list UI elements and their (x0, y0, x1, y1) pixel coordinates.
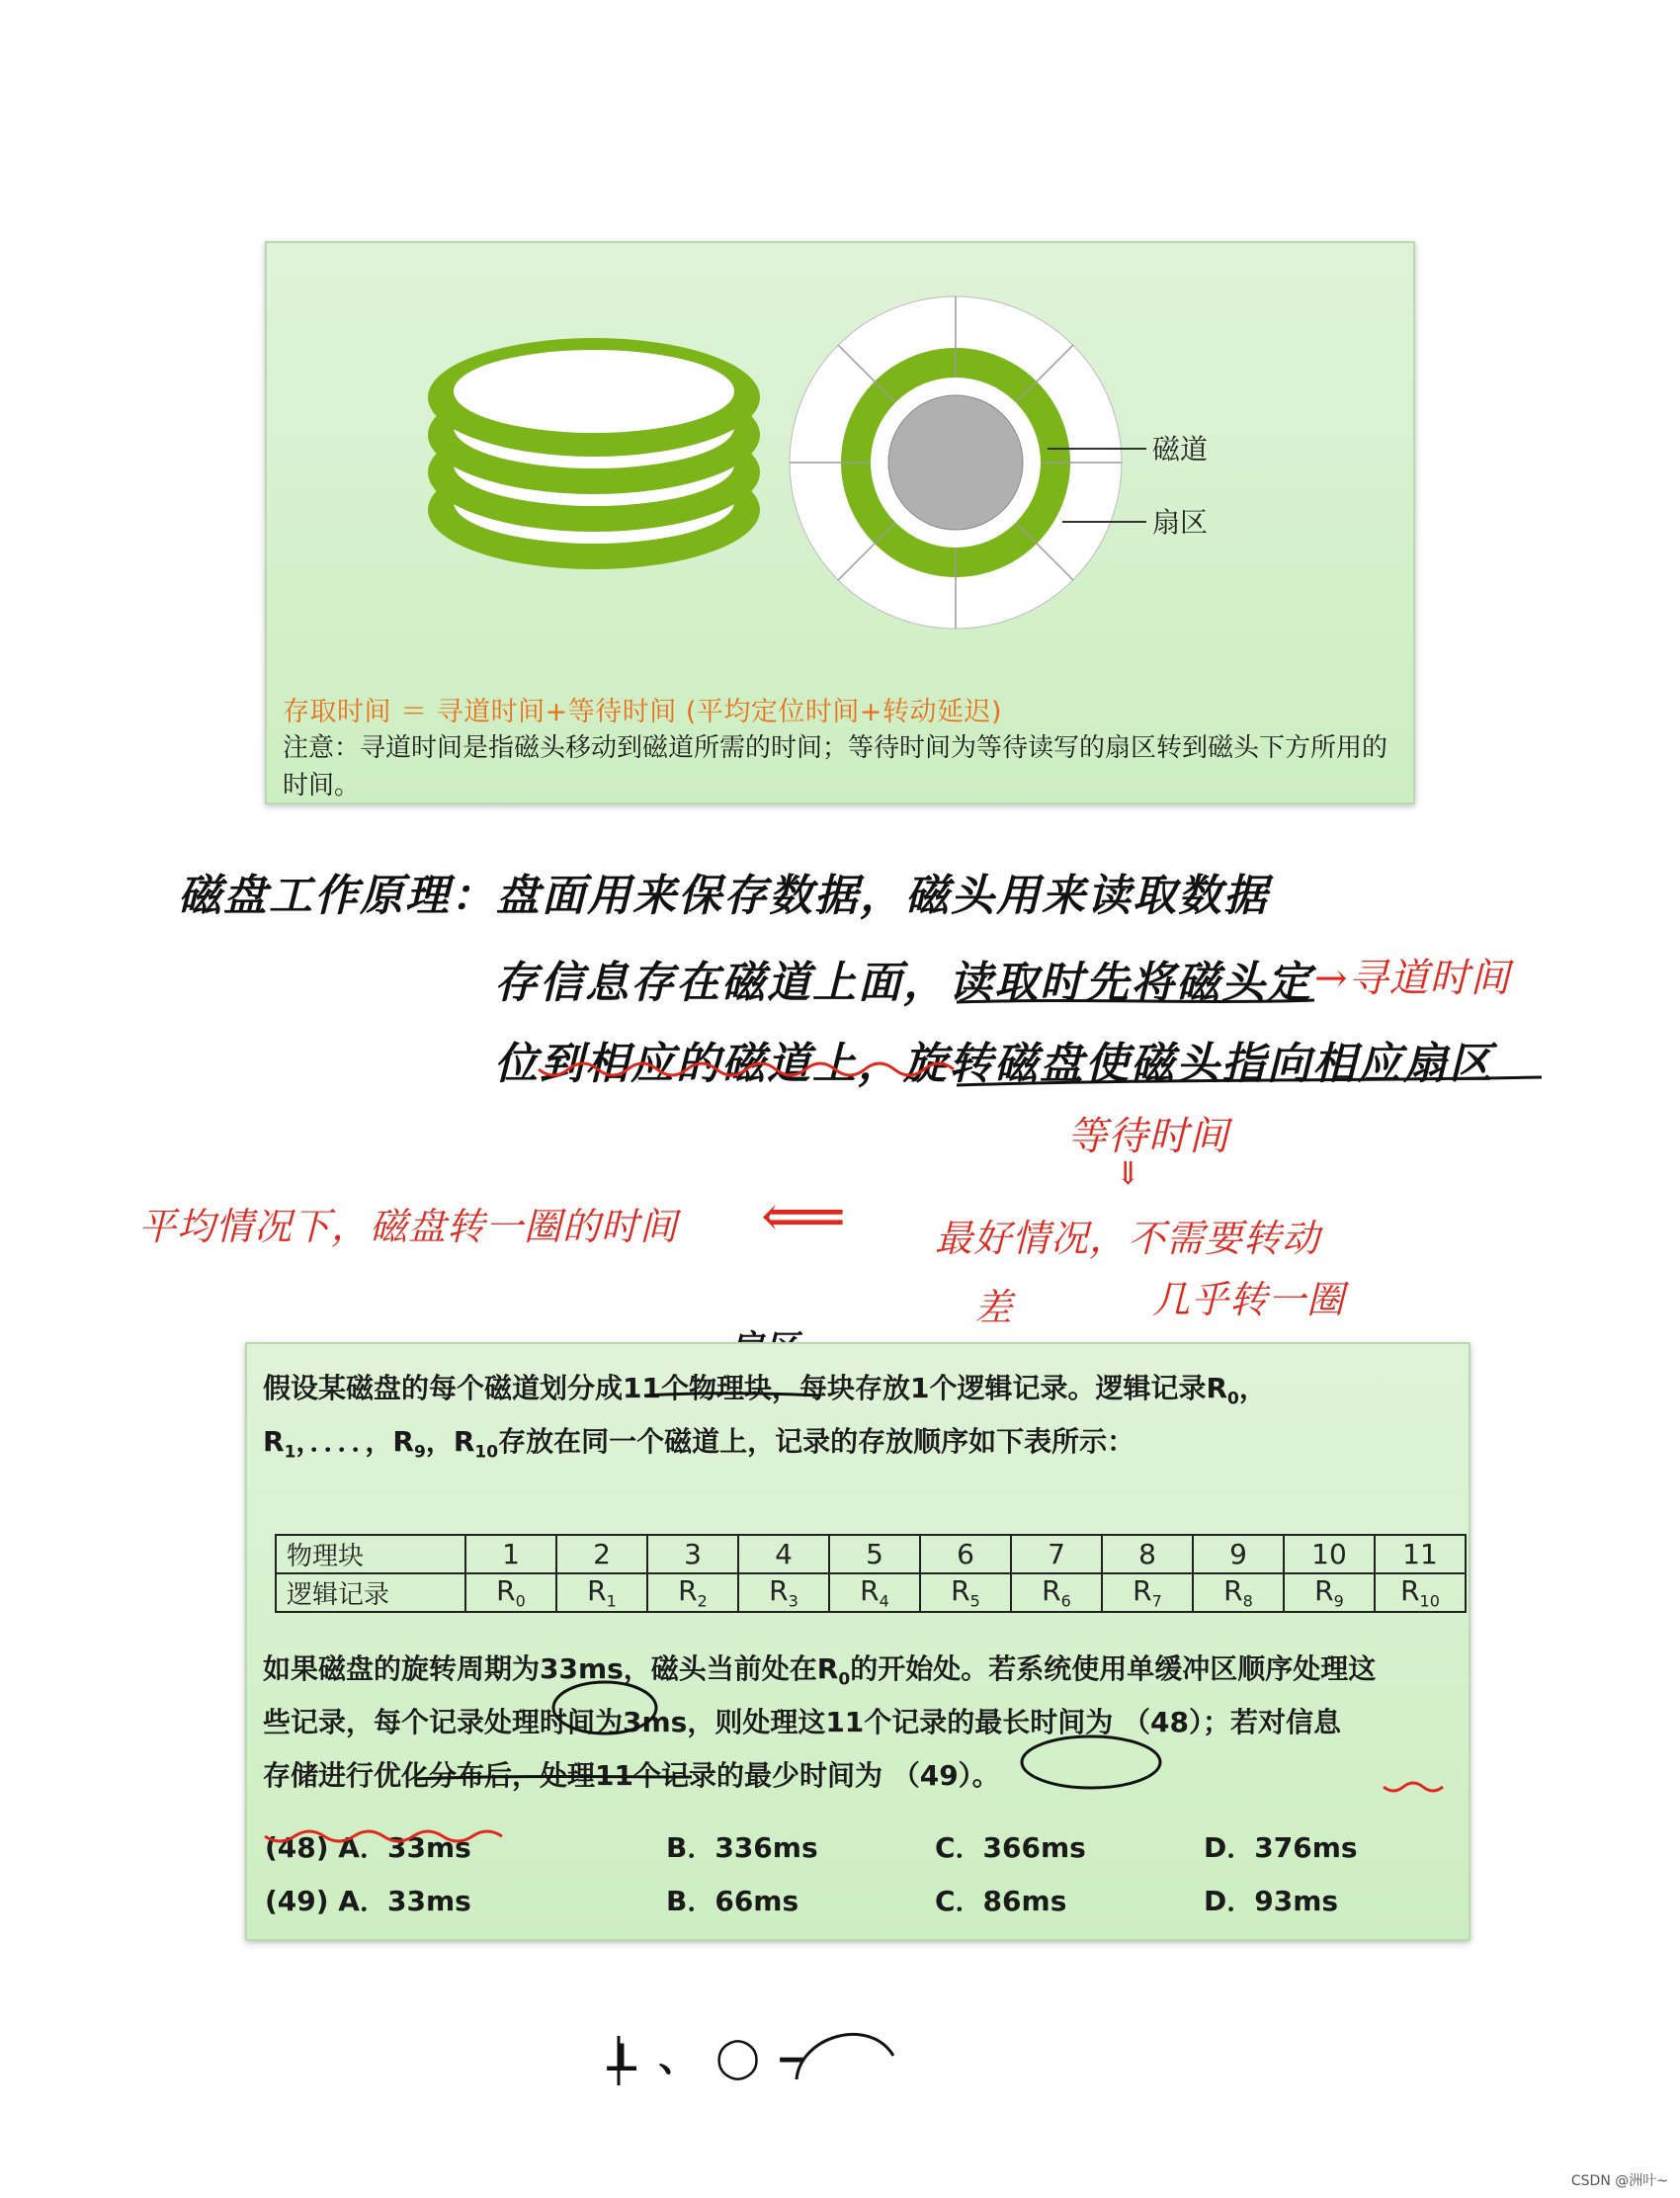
table-cell: $R_5$ (920, 1573, 1011, 1612)
table-cell: 8 (1102, 1535, 1193, 1573)
handwriting-line-2: 存信息存在磁道上面，读取时先将磁头定 (494, 958, 1312, 1008)
watermark: CSDN @洲叶~ (1570, 2173, 1668, 2189)
access-time-formula: 存取时间 ＝ 寻道时间+等待时间 (平均定位时间+转动延迟) (283, 697, 1003, 727)
handwriting-worst-case: 几乎转一圈 (1152, 1278, 1346, 1321)
disk-diagram-slide (265, 241, 1415, 804)
table-cell: 2 (556, 1535, 647, 1573)
question-line-1: 假设某磁盘的每个磁道划分成11个物理块，每块存放1个逻辑记录。逻辑记录$R_0$， (263, 1372, 1267, 1409)
table-cell: $R_0$ (465, 1573, 556, 1612)
table-row (276, 1573, 1466, 1612)
handwriting-average-case: 平均情况下，磁盘转一圈的时间 (138, 1205, 679, 1248)
handwriting-seek-time: →寻道时间 (1314, 956, 1511, 1001)
access-time-note: 注意：寻道时间是指磁头移动到磁道所需的时间；等待时间为等待读写的扇区转到磁头下方所用的时间。 (283, 733, 1388, 801)
handwriting-best-case: 最好情况，不需要转动 (935, 1217, 1321, 1260)
table-cell: $R_6$ (1011, 1573, 1102, 1612)
disk-illustration (267, 243, 1417, 678)
left-arrow-icon: ⟸ (761, 1182, 848, 1251)
table-row (276, 1535, 1466, 1573)
table-header-record: 逻辑记录 (276, 1573, 465, 1612)
table-cell: $R_9$ (1284, 1573, 1375, 1612)
table-cell: 11 (1375, 1535, 1466, 1573)
track-label: 磁道 (1152, 433, 1209, 465)
table-cell: $R_8$ (1193, 1573, 1284, 1612)
option-48-a: (48) A．33ms (265, 1831, 471, 1864)
handwriting-worst-prefix: 差 (974, 1286, 1014, 1329)
table-cell: $R_3$ (738, 1573, 829, 1612)
table-cell: $R_4$ (829, 1573, 920, 1612)
option-48-c: C．366ms (935, 1831, 1086, 1864)
bottom-scribble: ⊥ 、 ◯ ‒ (603, 2034, 807, 2080)
question-paragraph-2: 些记录，每个记录处理时间为3ms，则处理这11个记录的最长时间为 （48）；若对信息 (263, 1706, 1342, 1738)
table-header-block: 物理块 (276, 1535, 465, 1573)
handwriting-line-1: 磁盘工作原理：盘面用来保存数据，磁头用来读取数据 (178, 871, 1269, 921)
table-cell: 9 (1193, 1535, 1284, 1573)
disk-top-view-icon (790, 296, 1146, 629)
record-order-table (275, 1534, 1467, 1613)
table-cell: 10 (1284, 1535, 1375, 1573)
handwriting-wait-time: 等待时间 (1067, 1114, 1229, 1159)
table-cell: 4 (738, 1535, 829, 1573)
option-49-a: (49) A．33ms (265, 1885, 471, 1917)
table-cell: $R_{10}$ (1375, 1573, 1466, 1612)
table-cell: 6 (920, 1535, 1011, 1573)
question-slide (245, 1342, 1470, 1941)
option-48-d: D．376ms (1204, 1831, 1358, 1864)
question-paragraph-1: 如果磁盘的旋转周期为33ms，磁头当前处在$R_0$的开始处。若系统使用单缓冲区顺序处理这 (263, 1652, 1377, 1690)
down-arrow-icon: ⇓ (1115, 1154, 1142, 1192)
question-line-2: $R_1$，．．．．，$R_9$，$R_{10}$存放在同一个磁道上，记录的存放顺序如下表所示： (263, 1425, 1135, 1463)
sector-label: 扇区 (1152, 506, 1209, 539)
table-cell: $R_2$ (647, 1573, 738, 1612)
table-cell: 1 (465, 1535, 556, 1573)
option-49-d: D．93ms (1204, 1885, 1339, 1917)
option-48-b: B．336ms (666, 1831, 818, 1864)
table-cell: $R_7$ (1102, 1573, 1193, 1612)
table-cell: 3 (647, 1535, 738, 1573)
handwriting-line-3: 位到相应的磁道上，旋转磁盘使磁头指向相应扇区 (494, 1039, 1494, 1089)
option-49-c: C．86ms (935, 1885, 1067, 1917)
platter-stack-icon (428, 338, 760, 569)
question-paragraph-3: 存储进行优化分布后，处理11个记录的最少时间为 （49）。 (263, 1759, 1000, 1792)
table-cell: 7 (1011, 1535, 1102, 1573)
table-cell: $R_1$ (556, 1573, 647, 1612)
option-49-b: B．66ms (666, 1885, 799, 1917)
table-cell: 5 (829, 1535, 920, 1573)
